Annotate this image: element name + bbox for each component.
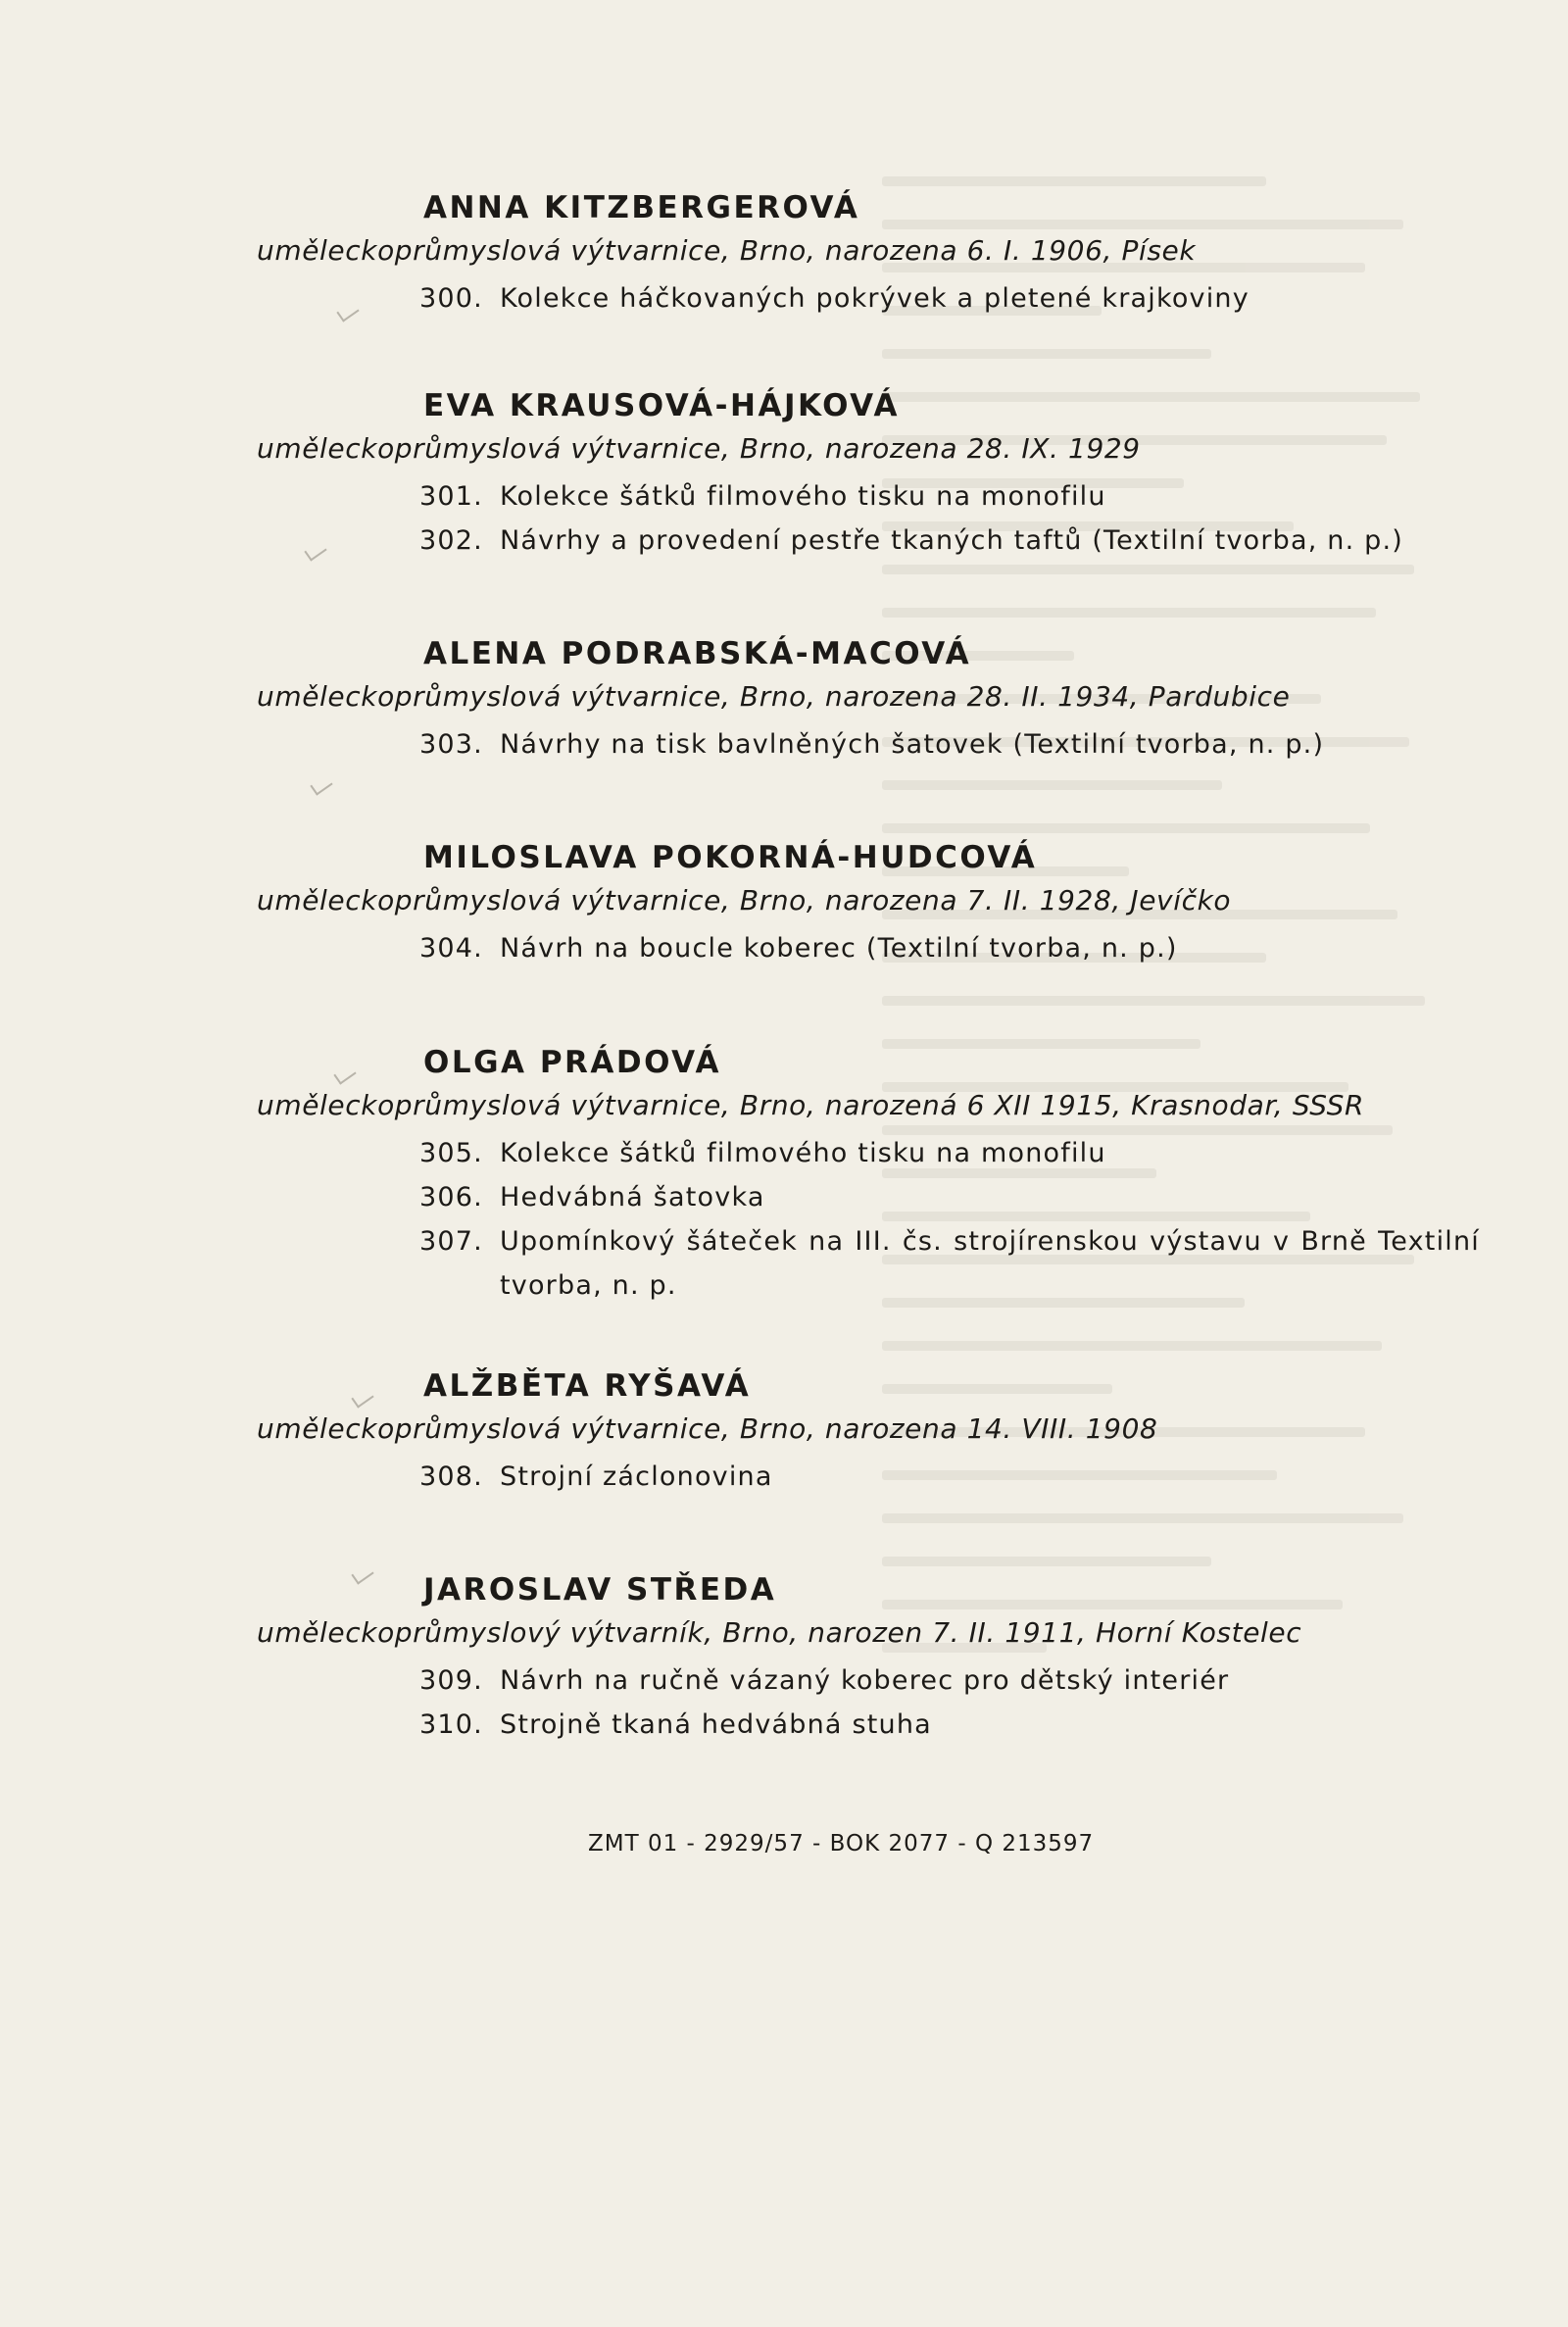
works-list xyxy=(419,1131,1482,1308)
work-number: 301. xyxy=(419,481,483,512)
artist-name: EVA KRAUSOVÁ-HÁJKOVÁ xyxy=(423,388,901,423)
work-number: 302. xyxy=(419,525,483,556)
work-item xyxy=(419,1219,1482,1308)
works-list xyxy=(419,276,1482,321)
pencil-tick-mark xyxy=(310,774,332,795)
work-item xyxy=(419,519,1482,563)
artist-bio: uměleckoprůmyslová výtvarnice, Brno, narozena 7. II. 1928, Jevíčko xyxy=(257,884,1232,916)
work-item xyxy=(419,1703,1482,1747)
work-title: Strojní záclonovina xyxy=(500,1461,773,1492)
work-title: Kolekce šátků filmového tisku na monofilu xyxy=(500,481,1106,512)
work-number: 306. xyxy=(419,1182,483,1213)
artist-bio: uměleckoprůmyslový výtvarník, Brno, narozen 7. II. 1911, Horní Kostelec xyxy=(257,1616,1302,1649)
artist-entry xyxy=(257,1568,1482,1747)
work-title: Návrh na ručně vázaný koberec pro dětský interiér xyxy=(500,1665,1230,1696)
work-title: Návrhy na tisk bavlněných šatovek (Textilní tvorba, n. p.) xyxy=(500,729,1325,760)
works-list xyxy=(419,722,1482,767)
work-item xyxy=(419,276,1482,321)
work-title: Strojně tkaná hedvábná stuha xyxy=(500,1709,932,1740)
work-number: 308. xyxy=(419,1461,483,1492)
works-list xyxy=(419,1455,1482,1499)
works-list xyxy=(419,474,1482,563)
artist-name: OLGA PRÁDOVÁ xyxy=(423,1045,722,1080)
printer-imprint: ZMT 01 - 2929/57 - BOK 2077 - Q 213597 xyxy=(588,1831,1095,1857)
artist-bio: uměleckoprůmyslová výtvarnice, Brno, narozena 14. VIII. 1908 xyxy=(257,1412,1158,1445)
work-title: Kolekce háčkovaných pokrývek a pletené krajkoviny xyxy=(500,283,1250,314)
work-number: 300. xyxy=(419,283,483,314)
work-title: Upomínkový šáteček na III. čs. strojírenskou výstavu v Brně Textilní tvorba, n. p. xyxy=(500,1226,1480,1301)
artist-name: JAROSLAV STŘEDA xyxy=(423,1572,777,1608)
artist-bio: uměleckoprůmyslová výtvarnice, Brno, narozena 6. I. 1906, Písek xyxy=(257,234,1197,267)
work-number: 305. xyxy=(419,1138,483,1168)
work-item xyxy=(419,722,1482,767)
work-item xyxy=(419,474,1482,519)
work-number: 303. xyxy=(419,729,483,760)
work-item xyxy=(419,1131,1482,1175)
artist-name: ALENA PODRABSKÁ-MACOVÁ xyxy=(423,636,972,671)
artist-entry xyxy=(257,1364,1482,1499)
work-title: Hedvábná šatovka xyxy=(500,1182,765,1213)
work-number: 307. xyxy=(419,1226,483,1257)
artist-bio: uměleckoprůmyslová výtvarnice, Brno, narozena 28. IX. 1929 xyxy=(257,432,1141,465)
work-title: Kolekce šátků filmového tisku na monofilu xyxy=(500,1138,1106,1168)
works-list xyxy=(419,926,1482,970)
artist-entry xyxy=(257,1041,1482,1308)
work-number: 304. xyxy=(419,933,483,964)
work-title: Návrh na boucle koberec (Textilní tvorba, n. p.) xyxy=(500,933,1178,964)
artist-name: MILOSLAVA POKORNÁ-HUDCOVÁ xyxy=(423,840,1038,875)
work-item xyxy=(419,1659,1482,1703)
artist-entry xyxy=(257,384,1482,563)
artist-name: ALŽBĚTA RYŠAVÁ xyxy=(423,1368,752,1404)
work-number: 309. xyxy=(419,1665,483,1696)
works-list xyxy=(419,1659,1482,1747)
artist-name: ANNA KITZBERGEROVÁ xyxy=(423,190,860,225)
work-number: 310. xyxy=(419,1709,483,1740)
work-item xyxy=(419,1455,1482,1499)
work-item xyxy=(419,926,1482,970)
artist-bio: uměleckoprůmyslová výtvarnice, Brno, narozená 6 XII 1915, Krasnodar, SSSR xyxy=(257,1089,1365,1121)
artist-entry xyxy=(257,186,1482,321)
artist-entry xyxy=(257,632,1482,767)
artist-bio: uměleckoprůmyslová výtvarnice, Brno, narozena 28. II. 1934, Pardubice xyxy=(257,680,1291,713)
work-title: Návrhy a provedení pestře tkaných taftů (Textilní tvorba, n. p.) xyxy=(500,525,1404,556)
artist-entry xyxy=(257,836,1482,970)
work-item xyxy=(419,1175,1482,1219)
